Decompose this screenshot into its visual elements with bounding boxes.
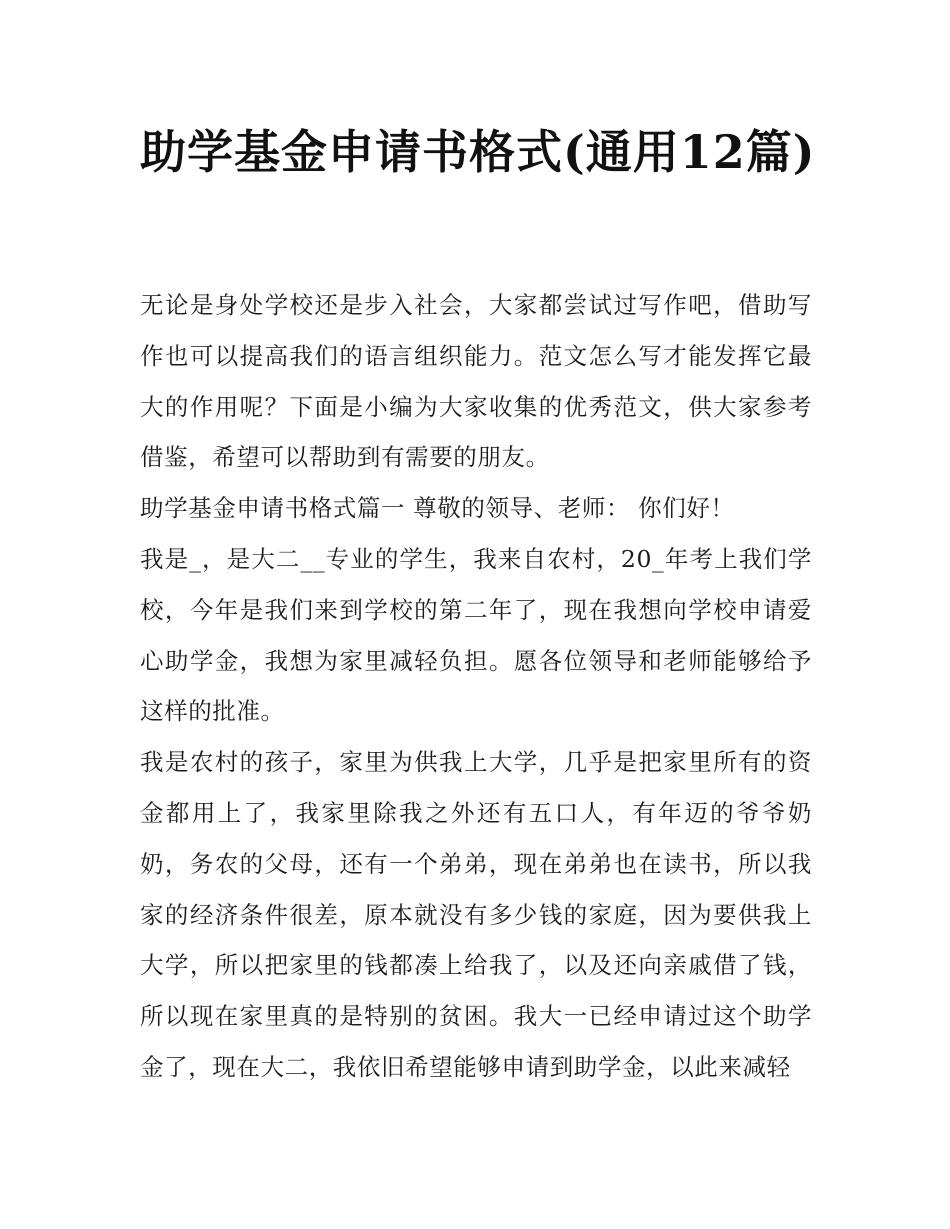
document-body bbox=[140, 280, 812, 1093]
document-title: 助学基金申请书格式(通用12篇) bbox=[140, 125, 816, 179]
intro-paragraph: 无论是身处学校还是步入社会，大家都尝试过写作吧，借助写作也可以提高我们的语言组织能力。范文怎么写才能发挥它最大的作用呢？下面是小编为大家收集的优秀范文，供大家参考借鉴，希望可以帮助到有需要的朋友。 bbox=[140, 291, 812, 472]
body-paragraph-1: 我是_，是大二__专业的学生，我来自农村，20_年考上我们学校，今年是我们来到学校的第二年了，现在我想向学校申请爱心助学金，我想为家里减轻负担。愿各位领导和老师能够给予这样的批准。 bbox=[140, 544, 812, 726]
body-paragraph-2: 我是农村的孩子，家里为供我上大学，几乎是把家里所有的资金都用上了，我家里除我之外还有五口人，有年迈的爷爷奶奶，务农的父母，还有一个弟弟，现在弟弟也在读书，所以我家的经济条件很差，原本就没有多少钱的家庭，因为要供我上大学，所以把家里的钱都凑上给我了，以及还向亲戚借了钱，所以现在家里真的是特别的贫困。我大一已经申请过这个助学金了，现在大二，我依旧希望能够申请到助学金，以此来减轻 bbox=[140, 748, 812, 1081]
salutation-paragraph: 助学基金申请书格式篇一 尊敬的领导、老师： 你们好！ bbox=[140, 494, 735, 523]
